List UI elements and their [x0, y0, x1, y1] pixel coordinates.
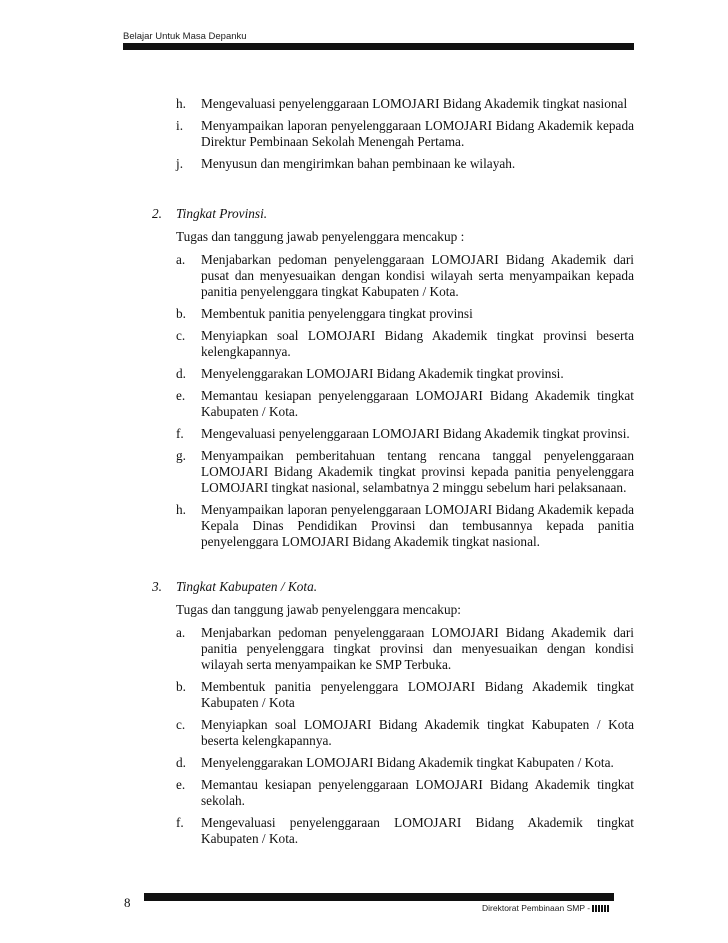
- page-number: 8: [124, 895, 131, 910]
- list-item: [176, 96, 634, 112]
- list-item: [176, 777, 634, 809]
- list-item-text: Membentuk panitia penyelenggara tingkat provinsi: [201, 306, 473, 321]
- list-item-letter: b.: [176, 679, 186, 694]
- list-item-text: Mengevaluasi penyelenggaraan LOMOJARI Bidang Akademik tingkat Kabupaten / Kota.: [201, 815, 634, 846]
- list-item-text: Memantau kesiapan penyelenggaraan LOMOJARI Bidang Akademik tingkat sekolah.: [201, 777, 634, 808]
- section-intro: Tugas dan tanggung jawab penyelenggara mencakup:: [176, 602, 461, 617]
- list-item-letter: c.: [176, 717, 186, 732]
- list-item-text: Menyampaikan laporan penyelenggaraan LOMOJARI Bidang Akademik kepada Kepala Dinas Pendidikan Provinsi dan tembusannya kepada panitia penyelenggara LOMOJARI Bidang Akademik tingkat nasional.: [201, 502, 634, 549]
- list-item-letter: f.: [176, 815, 184, 830]
- list-item: [176, 448, 634, 496]
- list-item: [176, 625, 634, 673]
- list-item: [176, 156, 634, 172]
- list-item: [176, 717, 634, 749]
- section-title: Tingkat Kabupaten / Kota.: [176, 579, 318, 594]
- list-section-provinsi: [176, 252, 634, 556]
- section-number: 3.: [152, 579, 162, 594]
- list-item: [176, 502, 634, 550]
- list-item: [176, 306, 634, 322]
- list-item-letter: d.: [176, 366, 186, 381]
- footer-rule: [144, 893, 614, 901]
- list-item: [176, 426, 634, 442]
- section-title: Tingkat Provinsi.: [176, 206, 268, 221]
- list-item-letter: g.: [176, 448, 186, 463]
- list-section-kabupaten-kota: [176, 625, 634, 853]
- list-item-text: Menyampaikan pemberitahuan tentang rencana tanggal penyelenggaraan LOMOJARI Bidang Akademik tingkat provinsi kepada panitia penyelenggara LOMOJARI tingkat nasional, selambatnya 2 minggu sebelum hari pelaksanaan.: [201, 448, 634, 495]
- list-item-text: Mengevaluasi penyelenggaraan LOMOJARI Bidang Akademik tingkat provinsi.: [201, 426, 630, 441]
- list-item-letter: j.: [176, 156, 184, 171]
- section-intro: Tugas dan tanggung jawab penyelenggara mencakup :: [176, 229, 465, 244]
- list-item-letter: b.: [176, 306, 186, 321]
- list-item-text: Menyiapkan soal LOMOJARI Bidang Akademik tingkat Kabupaten / Kota beserta kelengkapannya.: [201, 717, 634, 748]
- list-item-letter: a.: [176, 252, 186, 267]
- list-item-text: Memantau kesiapan penyelenggaraan LOMOJARI Bidang Akademik tingkat Kabupaten / Kota.: [201, 388, 634, 419]
- section-heading-provinsi: [152, 206, 267, 222]
- list-item: [176, 388, 634, 420]
- list-item-text: Menyiapkan soal LOMOJARI Bidang Akademik tingkat provinsi beserta kelengkapannya.: [201, 328, 634, 359]
- list-item-letter: h.: [176, 502, 186, 517]
- list-item-text: Menyusun dan mengirimkan bahan pembinaan ke wilayah.: [201, 156, 516, 171]
- list-item-letter: f.: [176, 426, 184, 441]
- list-item-letter: e.: [176, 388, 186, 403]
- list-item: [176, 252, 634, 300]
- footer-publisher: [482, 903, 610, 913]
- list-section-1-continued: [176, 96, 634, 178]
- list-item: [176, 328, 634, 360]
- list-item-letter: e.: [176, 777, 186, 792]
- list-item: [176, 366, 634, 382]
- list-item-text: Mengevaluasi penyelenggaraan LOMOJARI Bidang Akademik tingkat nasional: [201, 96, 628, 111]
- section-number: 2.: [152, 206, 162, 221]
- list-item: [176, 118, 634, 150]
- section-heading-kabupaten-kota: [152, 579, 317, 595]
- list-item-letter: c.: [176, 328, 186, 343]
- list-item-text: Menyelenggarakan LOMOJARI Bidang Akademik tingkat Kabupaten / Kota.: [201, 755, 614, 770]
- header-rule: [123, 43, 634, 50]
- list-item-text: Menyelenggarakan LOMOJARI Bidang Akademik tingkat provinsi.: [201, 366, 564, 381]
- list-item-text: Menjabarkan pedoman penyelenggaraan LOMOJARI Bidang Akademik dari pusat dan menyesuaikan dengan kondisi wilayah serta menyampaikan kepada panitia penyelenggara tingkat Kabupaten / Kota.: [201, 252, 634, 299]
- list-item: [176, 815, 634, 847]
- list-item-letter: h.: [176, 96, 186, 111]
- list-item-letter: d.: [176, 755, 186, 770]
- list-item: [176, 679, 634, 711]
- list-item-letter: i.: [176, 118, 184, 133]
- barcode-icon: [592, 905, 610, 912]
- list-item-text: Membentuk panitia penyelenggara LOMOJARI Bidang Akademik tingkat Kabupaten / Kota: [201, 679, 634, 710]
- list-item-letter: a.: [176, 625, 186, 640]
- footer-publisher-text: Direktorat Pembinaan SMP -: [482, 903, 591, 913]
- list-item-text: Menjabarkan pedoman penyelenggaraan LOMOJARI Bidang Akademik dari panitia penyelenggara tingkat provinsi dan menyesuaikan dengan kondisi wilayah serta menyampaikan ke SMP Terbuka.: [201, 625, 634, 672]
- running-title: Belajar Untuk Masa Depanku: [123, 31, 247, 42]
- list-item: [176, 755, 634, 771]
- list-item-text: Menyampaikan laporan penyelenggaraan LOMOJARI Bidang Akademik kepada Direktur Pembinaan Sekolah Menengah Pertama.: [201, 118, 634, 149]
